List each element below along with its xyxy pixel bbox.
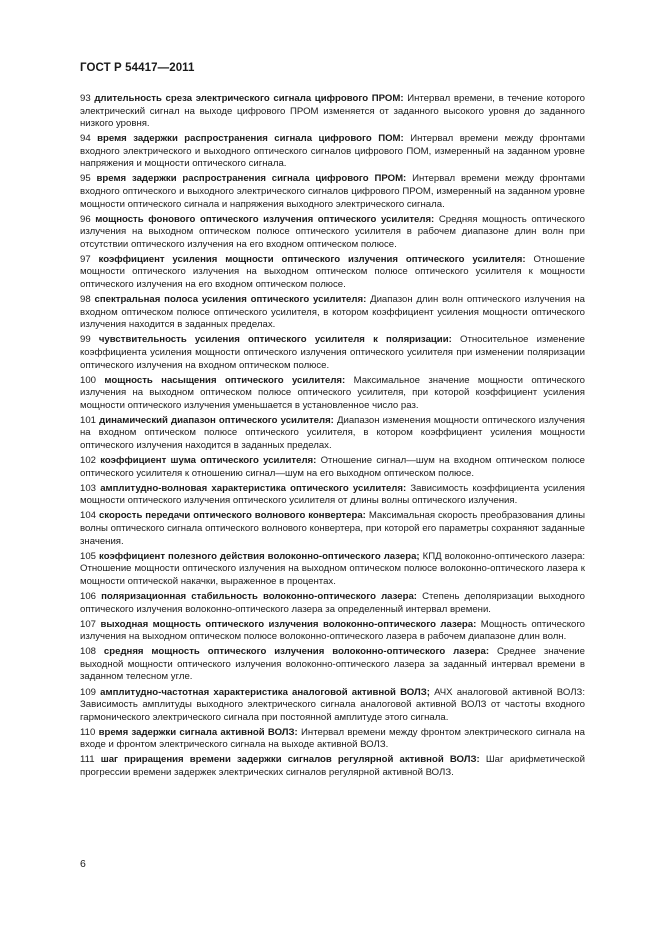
term-number: 100 <box>80 374 97 386</box>
term-title: амплитудно-волновая характеристика оптического усилителя: <box>100 482 407 494</box>
term-title: поляризационная стабильность волоконно-оптического лазера: <box>101 590 417 602</box>
term-definition: Относительное изменение коэффициента усиления мощности оптического излучения оптического усилителя при изменении поляризации оптического излучения на входном оптическом полюсе. <box>80 334 585 371</box>
term-definition: Шаг арифметической прогрессии времени задержек электрических сигналов регулярной активной ВОЛЗ. <box>80 754 585 779</box>
term-title: динамический диапазон оптического усилителя: <box>99 414 334 426</box>
term-title: чувствительность усиления оптического усилителя к поляризации: <box>98 334 452 346</box>
term-definition: Интервал времени между фронтами входного оптического и выходного электрического сигналов цифрового ПРОМ, измеренный на заданном уровне мощности оптического сигнала и напряжения выходного электрического сигнала. <box>80 173 585 210</box>
term-entry <box>80 254 585 292</box>
term-definition: Отношение сигнал—шум на входном оптическом полюсе оптического усилителя к отношению сигнал—шум на его выходном оптическом полюсе. <box>80 455 585 479</box>
term-entry <box>80 646 585 684</box>
term-definition: Мощность оптического излучения на выходном оптическом полюсе волоконно-оптического лазера в рабочем диапазоне длин волн. <box>80 618 586 643</box>
term-definition: Среднее значение выходной мощности оптического излучения волоконно-оптического лазера за заданный интервал времени в заданном телесном угле. <box>80 646 585 683</box>
term-definition: Интервал времени, в течение которого электрический сигнал на выходе цифрового ПРОМ изменяется от заданного высокого уровня до заданного низкого уровня. <box>80 93 585 130</box>
term-number: 107 <box>80 618 97 630</box>
term-number: 103 <box>80 482 97 494</box>
term-number: 111 <box>80 754 95 766</box>
document-header: ГОСТ Р 54417—2011 <box>80 62 195 74</box>
term-number: 97 <box>80 253 91 265</box>
term-number: 101 <box>80 414 97 426</box>
term-definition: КПД волоконно-оптического лазера: Отношение мощности оптического излучения на выходном оптическом полюсе волоконно-оптического лазера к мощности оптической накачки, выраженное в процентах. <box>80 550 586 587</box>
term-entry <box>80 754 585 779</box>
term-title: амплитудно-частотная характеристика аналоговой активной ВОЛЗ; <box>100 686 430 698</box>
page-number: 6 <box>80 858 86 870</box>
term-entry <box>80 687 585 725</box>
term-number: 98 <box>80 294 91 306</box>
term-definition: Диапазон длин волн оптического излучения на входном оптическом полюсе оптического усилителя, в котором коэффициент усиления мощности оптического излучения находится в заданных пределах. <box>80 294 586 331</box>
term-title: время задержки распространения сигнала цифрового ПРОМ: <box>96 173 407 185</box>
term-number: 104 <box>80 510 97 522</box>
term-title: мощность насыщения оптического усилителя: <box>104 374 346 386</box>
term-entry <box>80 375 585 413</box>
term-title: время задержки распространения сигнала цифрового ПОМ: <box>97 133 404 145</box>
term-number: 106 <box>80 590 97 602</box>
term-definition: Зависимость коэффициента усиления мощности оптического излучения оптического усилителя от длины волны оптического излучения. <box>80 482 585 507</box>
term-entry <box>80 591 585 616</box>
term-entry <box>80 173 585 211</box>
term-definition: Отношение мощности оптического излучения на выходном оптическом полюсе оптического усилителя к мощности оптического излучения на его входном оптическом полюсе. <box>80 253 585 291</box>
term-entry <box>80 334 585 372</box>
terms-list <box>80 93 585 782</box>
term-title: коэффициент шума оптического усилителя: <box>100 455 317 467</box>
term-entry <box>80 619 585 644</box>
term-entry <box>80 510 585 548</box>
term-title: коэффициент усиления мощности оптического излучения оптического усилителя: <box>98 253 526 265</box>
term-definition: Степень деполяризации выходного оптического излучения волоконно-оптического лазера за определенный интервал времени. <box>80 590 585 615</box>
term-title: шаг приращения времени задержки сигналов регулярной активной ВОЛЗ: <box>100 754 480 766</box>
term-entry <box>80 214 585 252</box>
term-title: длительность среза электрического сигнала цифрового ПРОМ: <box>94 93 404 104</box>
term-title: скорость передачи оптического волнового конвертера: <box>98 510 366 522</box>
term-entry <box>80 483 585 508</box>
term-number: 102 <box>80 455 97 467</box>
term-number: 105 <box>80 550 97 562</box>
term-number: 110 <box>80 726 96 738</box>
term-title: выходная мощность оптического излучения волоконно-оптического лазера: <box>100 618 477 630</box>
term-number: 94 <box>80 133 91 145</box>
term-number: 109 <box>80 686 97 698</box>
term-title: средняя мощность оптического излучения волоконно-оптического лазера: <box>103 646 490 658</box>
term-title: мощность фонового оптического излучения оптического усилителя: <box>95 213 435 225</box>
term-number: 93 <box>80 93 91 104</box>
term-entry <box>80 551 585 589</box>
term-title: спектральная полоса усиления оптического усилителя: <box>94 294 367 306</box>
term-title: время задержки сигнала активной ВОЛЗ: <box>98 726 298 738</box>
term-entry <box>80 93 585 131</box>
term-title: коэффициент полезного действия волоконно-оптического лазера; <box>99 550 420 562</box>
term-entry <box>80 133 585 171</box>
term-definition: Средняя мощность оптического излучения на выходном оптическом полюсе оптического усилителя в рабочем диапазоне длин волн при отсутствии оптического излучения на его входном оптическом полюсе. <box>80 213 586 250</box>
term-number: 99 <box>80 334 91 346</box>
term-definition: Интервал времени между фронтом электрического сигнала на входе и фронтом электрического сигнала на выходе активной ВОЛЗ. <box>80 726 585 751</box>
term-entry <box>80 294 585 332</box>
term-definition: Максимальная скорость преобразования длины волны оптического сигнала оптического волнового конвертера, при которой его параметры сохраняют заданные значения. <box>80 510 586 547</box>
term-number: 95 <box>80 173 91 185</box>
term-definition: Максимальное значение мощности оптического излучения на выходном оптическом полюсе оптического усилителя, при которой коэффициент усиления мощности оптического излучения уменьшается в установленное число раз. <box>80 374 585 411</box>
term-entry <box>80 415 585 453</box>
term-entry <box>80 727 585 752</box>
term-entry <box>80 455 585 480</box>
term-number: 96 <box>80 213 91 225</box>
term-definition: Интервал времени между фронтами входного электрического и выходного оптического сигналов цифрового ПОМ, измеренный на заданном уровне напряжения и мощности оптического сигнала. <box>80 133 585 170</box>
term-definition: АЧХ аналоговой активной ВОЛЗ: Зависимость амплитуды выходного электрического сигнала аналоговой активной ВОЛЗ от частоты входного гармонического электрического сигнала при постоянной амплитуде этого сигнала. <box>80 686 585 723</box>
term-definition: Диапазон изменения мощности оптического излучения на входном оптическом полюсе оптического усилителя, в котором коэффициент усиления мощности оптического излучения находится в заданных пределах. <box>80 414 586 451</box>
term-number: 108 <box>80 646 97 658</box>
